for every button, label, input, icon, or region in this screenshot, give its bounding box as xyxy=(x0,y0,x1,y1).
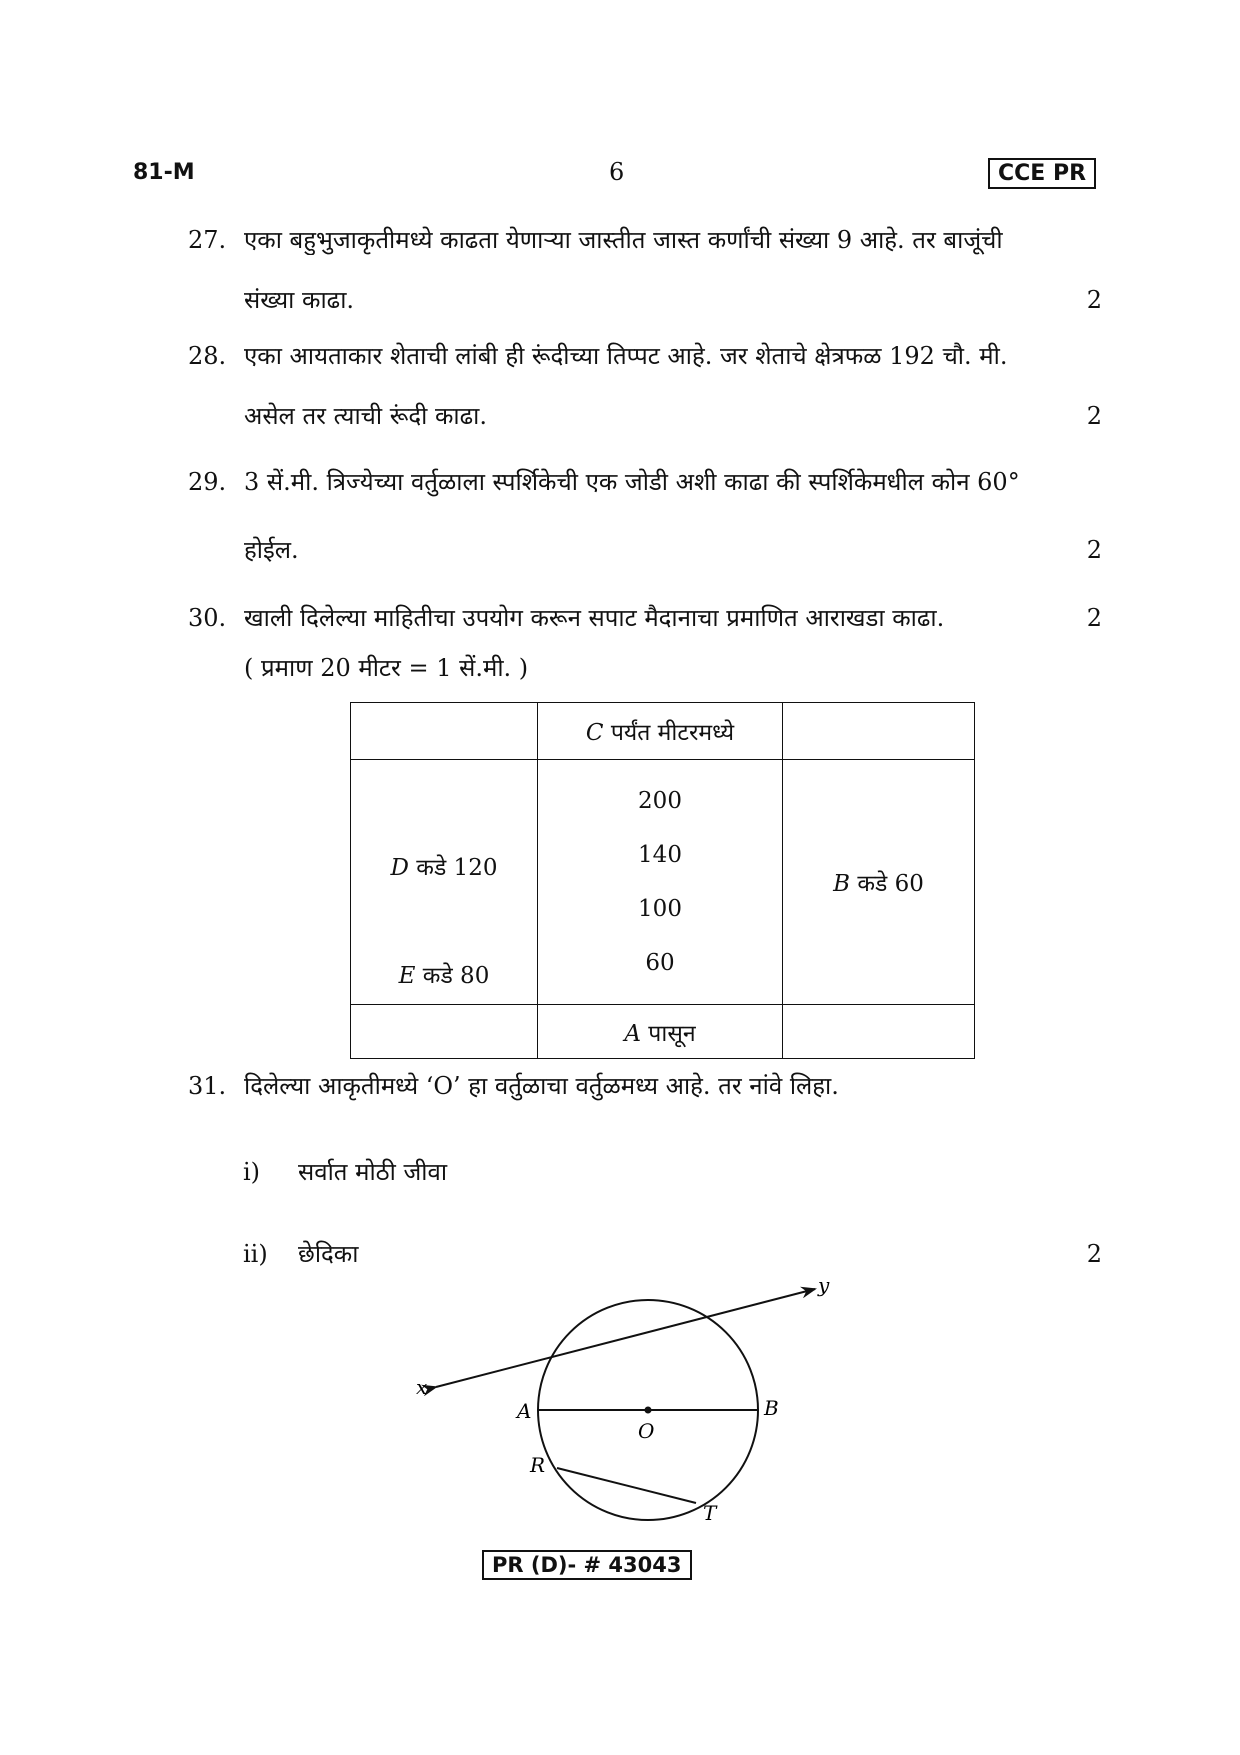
label-a: A xyxy=(517,1399,532,1423)
label-r: R xyxy=(530,1453,546,1477)
question-30-marks: 2 xyxy=(1086,604,1102,632)
question-29-marks: 2 xyxy=(1086,536,1102,564)
offset-e-var: E xyxy=(398,963,416,989)
footer-code: PR (D)- # 43043 xyxy=(482,1550,692,1580)
cce-pr-tag: CCE PR xyxy=(988,158,1096,189)
label-t: T xyxy=(703,1501,717,1525)
question-number-27: 27. xyxy=(188,226,227,254)
question-30-scale: ( प्रमाण 20 मीटर = 1 सें.मी. ) xyxy=(244,654,529,682)
table-header-left xyxy=(351,703,538,760)
chainage-value: 100 xyxy=(638,896,682,922)
field-book-table xyxy=(350,702,975,1059)
table-footer-right xyxy=(783,1005,975,1059)
chainage-value: 200 xyxy=(638,788,682,814)
table-footer-left xyxy=(351,1005,538,1059)
offset-e-text: कडे 80 xyxy=(422,963,490,989)
question-29-line1: 3 सें.मी. त्रिज्येच्या वर्तुळाला स्पर्शिकेची एक जोडी अशी काढा की स्पर्शिकेमधील कोन 60° xyxy=(244,468,1020,496)
offset-d xyxy=(352,841,536,895)
question-28-line1: एका आयताकार शेताची लांबी ही रूंदीच्या तिप्पट आहे. जर शेताचे क्षेत्रफळ 192 चौ. मी. xyxy=(244,342,1008,370)
question-31-marks: 2 xyxy=(1086,1240,1102,1268)
question-30-line1: खाली दिलेल्या माहितीचा उपयोग करून सपाट मैदानाचा प्रमाणित आराखडा काढा. xyxy=(244,604,945,632)
question-number-28: 28. xyxy=(188,342,227,370)
footer-var-a: A xyxy=(624,1020,641,1047)
question-number-29: 29. xyxy=(188,468,227,496)
spacer-row xyxy=(352,895,536,949)
question-29-line2: होईल. xyxy=(244,536,299,564)
q31-item-label-1: i) xyxy=(243,1158,261,1186)
question-28-line2: असेल तर त्याची रूंदी काढा. xyxy=(244,402,488,430)
q31-item-label-2: ii) xyxy=(243,1240,268,1268)
header-var-c: C xyxy=(585,720,604,746)
label-y: y xyxy=(818,1273,830,1297)
question-28-marks: 2 xyxy=(1086,402,1102,430)
question-27-line1: एका बहुभुजाकृतीमध्ये काढता येणाऱ्या जास्तीत जास्त कर्णांची संख्या 9 आहे. तर बाजूंची xyxy=(244,226,1003,254)
offset-d-var: D xyxy=(390,855,409,881)
center-point-o xyxy=(645,1407,652,1414)
chainage-cell xyxy=(538,760,783,1005)
right-offsets-cell xyxy=(783,760,975,1005)
circle-figure xyxy=(400,1270,860,1540)
question-31-text: दिलेल्या आकृतीमध्ये ‘O’ हा वर्तुळाचा वर्तुळमध्य आहे. तर नांवे लिहा. xyxy=(244,1072,839,1100)
table-footer-center xyxy=(538,1005,783,1059)
offset-e xyxy=(352,949,536,1003)
paper-code: 81-M xyxy=(133,160,195,185)
label-o: O xyxy=(638,1419,655,1443)
chord-rt xyxy=(557,1468,696,1503)
secant-xy xyxy=(436,1289,815,1387)
chainage-value: 140 xyxy=(638,842,682,868)
spacer-row xyxy=(352,787,536,841)
left-offsets-cell xyxy=(351,760,538,1005)
offset-b-text: कडे 60 xyxy=(857,871,924,897)
chainage-value: 60 xyxy=(645,950,675,976)
page-number: 6 xyxy=(609,158,625,186)
footer-text: पासून xyxy=(648,1020,696,1047)
q31-item-text-2: छेदिका xyxy=(298,1240,359,1268)
q31-item-text-1: सर्वात मोठी जीवा xyxy=(298,1158,448,1186)
label-x: x xyxy=(416,1375,428,1399)
question-number-31: 31. xyxy=(188,1072,227,1100)
table-header-center xyxy=(538,703,783,760)
offset-b-var: B xyxy=(833,871,851,897)
question-27-marks: 2 xyxy=(1086,286,1102,314)
table-header-right xyxy=(783,703,975,760)
question-number-30: 30. xyxy=(188,604,227,632)
label-b: B xyxy=(764,1396,779,1420)
header-text: पर्यंत मीटरमध्ये xyxy=(610,720,735,746)
question-27-line2: संख्या काढा. xyxy=(244,286,355,314)
offset-d-text: कडे 120 xyxy=(416,855,498,881)
